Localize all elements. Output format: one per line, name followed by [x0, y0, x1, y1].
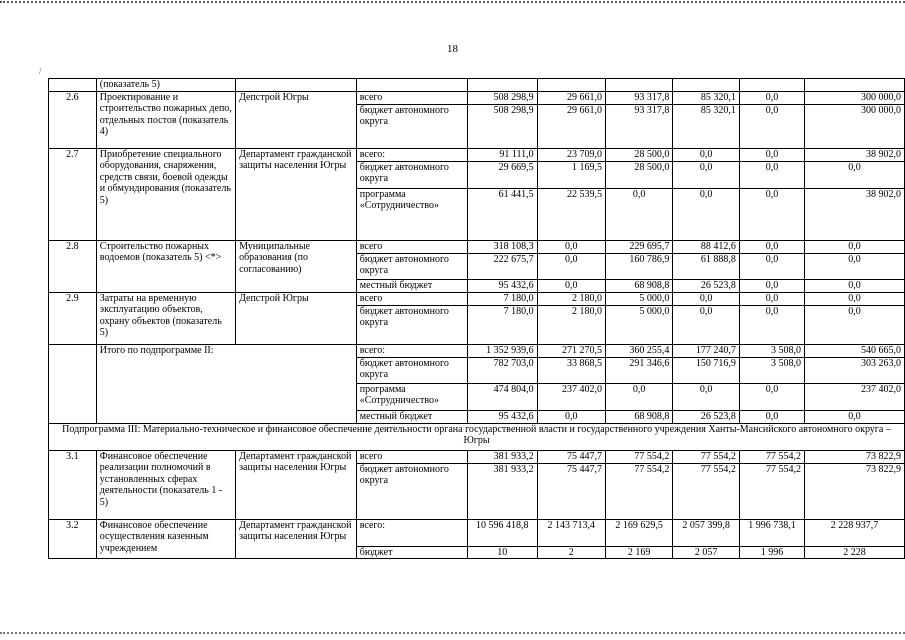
value-cell: 75 447,7 [537, 463, 605, 519]
item-executor: Депстрой Югры [236, 91, 357, 148]
item-executor: Департамент гражданской защиты населения Югры [236, 450, 357, 519]
value-cell: 2 [537, 546, 605, 559]
funding-source: бюджет [356, 546, 467, 559]
value-cell: 474 804,0 [467, 383, 537, 410]
value-cell: 540 665,0 [805, 344, 905, 357]
value-cell: 61 888,8 [673, 253, 739, 279]
value-cell: 26 523,8 [673, 279, 739, 292]
value-cell: 0,0 [739, 253, 804, 279]
funding-source: местный бюджет [356, 410, 467, 423]
value-cell: 2 169 [605, 546, 672, 559]
table-row [49, 79, 905, 92]
funding-source: бюджет автономного округа [356, 161, 467, 188]
item-name: (показатель 5) [96, 79, 235, 92]
item-name: Строительство пожарных водоемов (показатель 5) <*> [96, 240, 235, 292]
value-cell: 26 523,8 [673, 410, 739, 423]
value-cell: 2 169 629,5 [605, 519, 672, 546]
value-cell: 28 500,0 [605, 161, 672, 188]
value-cell: 73 822,9 [805, 450, 905, 463]
item-number: 2.6 [49, 91, 97, 148]
value-cell: 318 108,3 [467, 240, 537, 253]
table-row [49, 450, 905, 463]
item-executor: Депстрой Югры [236, 292, 357, 344]
bottom-border [0, 632, 905, 634]
value-cell: 0,0 [605, 383, 672, 410]
value-cell: 237 402,0 [805, 383, 905, 410]
value-cell: 3 508,0 [739, 344, 804, 357]
value-cell: 271 270,5 [537, 344, 605, 357]
value-cell: 0,0 [739, 240, 804, 253]
value-cell: 95 432,6 [467, 279, 537, 292]
funding-source: всего: [356, 519, 467, 546]
value-cell: 77 554,2 [605, 463, 672, 519]
value-cell: 77 554,2 [739, 450, 804, 463]
value-cell: 0,0 [739, 188, 804, 240]
value-cell: 303 263,0 [805, 357, 905, 383]
value-cell: 0,0 [739, 305, 804, 344]
value-cell: 508 298,9 [467, 91, 537, 104]
total-label: Итого по подпрограмме II: [96, 344, 356, 423]
value-cell: 0,0 [673, 305, 739, 344]
funding-source: бюджет автономного округа [356, 463, 467, 519]
value-cell: 0,0 [739, 91, 804, 104]
funding-source: всего [356, 292, 467, 305]
value-cell: 85 320,1 [673, 104, 739, 148]
value-cell: 0,0 [673, 292, 739, 305]
finance-table [48, 78, 905, 559]
value-cell: 0,0 [537, 279, 605, 292]
value-cell: 0,0 [805, 161, 905, 188]
value-cell: 0,0 [739, 279, 804, 292]
item-number: 3.1 [49, 450, 97, 519]
value-cell: 0,0 [673, 161, 739, 188]
funding-source: бюджет автономного округа [356, 104, 467, 148]
value-cell: 75 447,7 [537, 450, 605, 463]
value-cell: 0,0 [673, 383, 739, 410]
value-cell: 300 000,0 [805, 91, 905, 104]
item-name: Затраты на временную эксплуатацию объектов, охрану объектов (показатель 5) [96, 292, 235, 344]
item-executor: Департамент гражданской защиты населения Югры [236, 519, 357, 559]
table-row [49, 91, 905, 104]
value-cell: 381 933,2 [467, 463, 537, 519]
value-cell: 2 180,0 [537, 292, 605, 305]
value-cell: 782 703,0 [467, 357, 537, 383]
subprogram-heading: Подпрограмма III: Материально-техническое и финансовое обеспечение деятельности органа государственной власти и государственного учреждения Ханты-Мансийского автономного округа – Югры [49, 423, 905, 450]
value-cell: 0,0 [605, 188, 672, 240]
value-cell: 508 298,9 [467, 104, 537, 148]
item-name: Финансовое обеспечение осуществления казенным учреждением [96, 519, 235, 559]
funding-source: бюджет автономного округа [356, 305, 467, 344]
value-cell: 0,0 [537, 240, 605, 253]
value-cell: 7 180,0 [467, 305, 537, 344]
funding-source: всего: [356, 344, 467, 357]
value-cell: 2 228 937,7 [805, 519, 905, 546]
item-name: Проектирование и строительство пожарных депо, отдельных постов (показатель 4) [96, 91, 235, 148]
value-cell: 3 508,0 [739, 357, 804, 383]
value-cell: 0,0 [739, 161, 804, 188]
value-cell: 291 346,6 [605, 357, 672, 383]
value-cell: 1 996 [739, 546, 804, 559]
value-cell: 77 554,2 [673, 463, 739, 519]
value-cell: 160 786,9 [605, 253, 672, 279]
item-number: 2.8 [49, 240, 97, 292]
value-cell: 29 669,5 [467, 161, 537, 188]
value-cell: 73 822,9 [805, 463, 905, 519]
value-cell: 0,0 [805, 279, 905, 292]
value-cell: 237 402,0 [537, 383, 605, 410]
value-cell: 2 143 713,4 [537, 519, 605, 546]
value-cell: 0,0 [805, 305, 905, 344]
value-cell: 360 255,4 [605, 344, 672, 357]
value-cell: 300 000,0 [805, 104, 905, 148]
value-cell: 222 675,7 [467, 253, 537, 279]
value-cell: 38 902,0 [805, 188, 905, 240]
table-row [49, 423, 905, 450]
value-cell: 0,0 [537, 410, 605, 423]
value-cell: 68 908,8 [605, 279, 672, 292]
value-cell: 93 317,8 [605, 91, 672, 104]
value-cell: 88 412,6 [673, 240, 739, 253]
value-cell: 91 111,0 [467, 148, 537, 161]
value-cell: 95 432,6 [467, 410, 537, 423]
funding-source: всего [356, 450, 467, 463]
table-row [49, 519, 905, 546]
value-cell: 0,0 [805, 253, 905, 279]
value-cell: 38 902,0 [805, 148, 905, 161]
margin-mark: / [39, 66, 42, 76]
funding-source: всего: [356, 148, 467, 161]
value-cell: 0,0 [673, 188, 739, 240]
funding-source: программа «Сотрудничество» [356, 383, 467, 410]
value-cell: 7 180,0 [467, 292, 537, 305]
item-number: 3.2 [49, 519, 97, 559]
value-cell: 28 500,0 [605, 148, 672, 161]
value-cell: 150 716,9 [673, 357, 739, 383]
value-cell: 33 868,5 [537, 357, 605, 383]
value-cell: 29 661,0 [537, 91, 605, 104]
value-cell: 2 180,0 [537, 305, 605, 344]
value-cell: 0,0 [739, 148, 804, 161]
funding-source: всего [356, 91, 467, 104]
value-cell: 5 000,0 [605, 305, 672, 344]
value-cell: 0,0 [805, 292, 905, 305]
value-cell: 229 695,7 [605, 240, 672, 253]
value-cell: 177 240,7 [673, 344, 739, 357]
value-cell: 2 057 399,8 [673, 519, 739, 546]
funding-source: всего [356, 240, 467, 253]
value-cell: 61 441,5 [467, 188, 537, 240]
item-executor: Муниципальные образования (по согласованию) [236, 240, 357, 292]
value-cell: 0,0 [805, 240, 905, 253]
item-name: Приобретение специального оборудования, снаряжения, средств связи, боевой одежды и обмундирования (показатель 5) [96, 148, 235, 240]
value-cell: 77 554,2 [739, 463, 804, 519]
item-number: 2.9 [49, 292, 97, 344]
value-cell: 0,0 [739, 104, 804, 148]
value-cell: 23 709,0 [537, 148, 605, 161]
value-cell: 381 933,2 [467, 450, 537, 463]
value-cell: 5 000,0 [605, 292, 672, 305]
value-cell: 93 317,8 [605, 104, 672, 148]
value-cell: 1 352 939,6 [467, 344, 537, 357]
value-cell: 85 320,1 [673, 91, 739, 104]
item-number: 2.7 [49, 148, 97, 240]
top-border [0, 1, 905, 3]
table-row [49, 148, 905, 161]
value-cell: 2 228 [805, 546, 905, 559]
value-cell: 1 169,5 [537, 161, 605, 188]
value-cell: 0,0 [739, 292, 804, 305]
funding-source: бюджет автономного округа [356, 253, 467, 279]
funding-source: бюджет автономного округа [356, 357, 467, 383]
value-cell: 68 908,8 [605, 410, 672, 423]
page-number: 18 [447, 43, 458, 55]
value-cell: 2 057 [673, 546, 739, 559]
table-row [49, 344, 905, 357]
value-cell: 0,0 [805, 410, 905, 423]
value-cell: 0,0 [537, 253, 605, 279]
table-row [49, 240, 905, 253]
item-executor: Департамент гражданской защиты населения Югры [236, 148, 357, 240]
value-cell: 0,0 [739, 410, 804, 423]
item-name: Финансовое обеспечение реализации полномочий в установленных сферах деятельности (показатель 1 - 5) [96, 450, 235, 519]
value-cell: 0,0 [673, 148, 739, 161]
value-cell: 10 596 418,8 [467, 519, 537, 546]
value-cell: 77 554,2 [605, 450, 672, 463]
value-cell: 0,0 [739, 383, 804, 410]
value-cell: 29 661,0 [537, 104, 605, 148]
value-cell: 22 539,5 [537, 188, 605, 240]
funding-source: программа «Сотрудничество» [356, 188, 467, 240]
value-cell: 10 [467, 546, 537, 559]
value-cell: 1 996 738,1 [739, 519, 804, 546]
table-row [49, 292, 905, 305]
value-cell: 77 554,2 [673, 450, 739, 463]
funding-source: местный бюджет [356, 279, 467, 292]
